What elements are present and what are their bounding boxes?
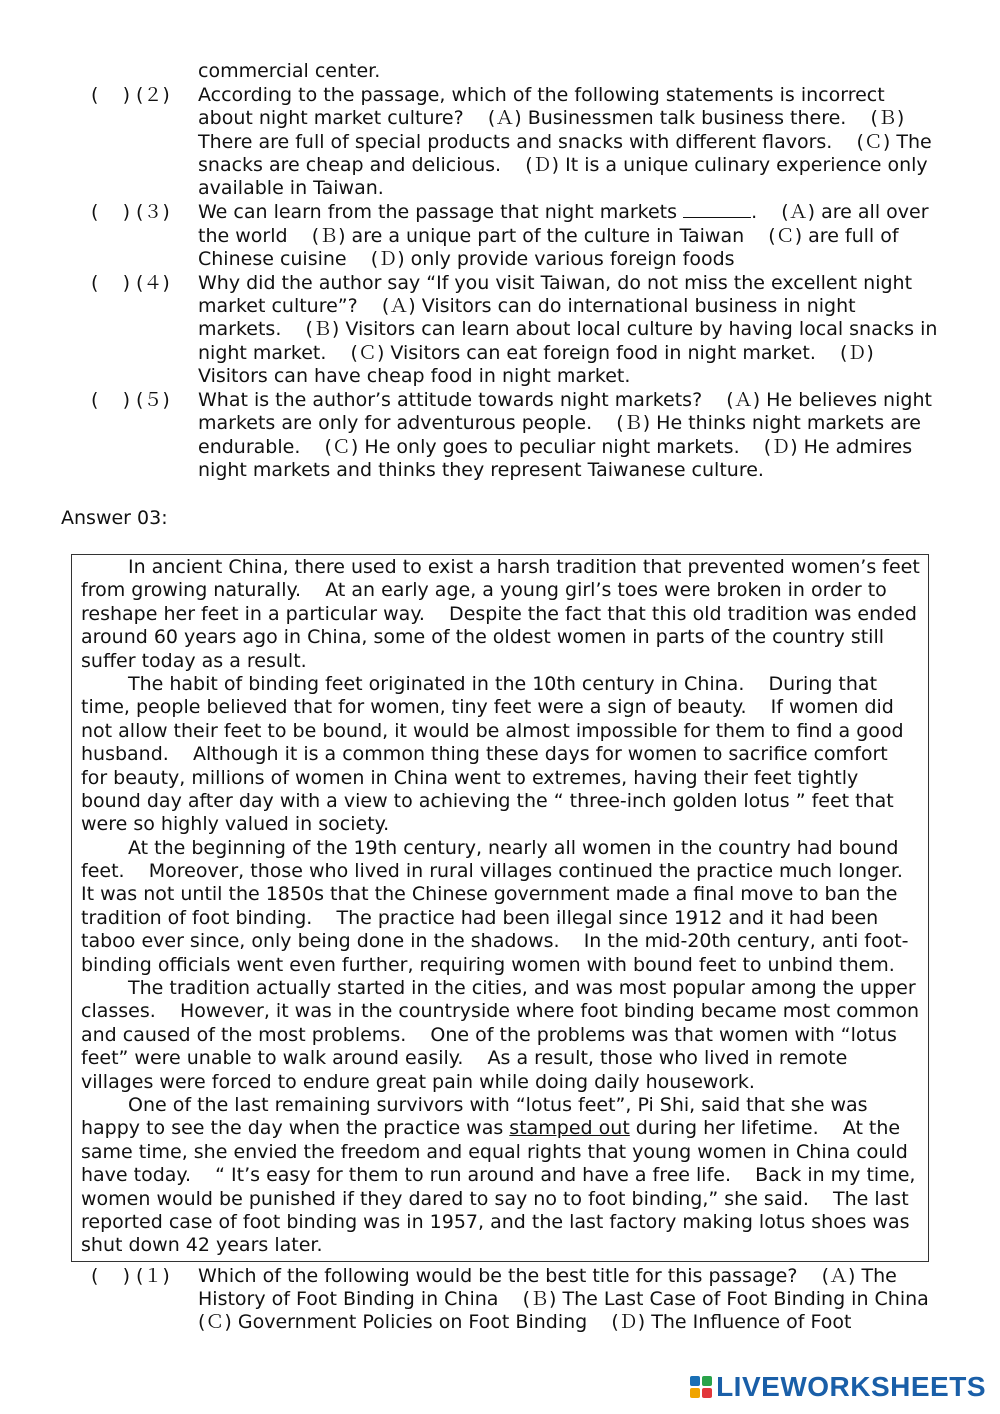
question-4-line: Why did the author say “If you visit Taiwan, do not miss the excellent night <box>198 272 913 294</box>
underlined-phrase: stamped out <box>509 1117 630 1140</box>
passage-line: shut down 42 years later. <box>81 1234 323 1257</box>
question-1-answer-slot[interactable]: ( ) (１) <box>91 1265 176 1287</box>
question-5-line: What is the author’s attitude towards night markets? (Ａ) He believes night <box>198 389 932 411</box>
passage-text <box>81 556 926 1258</box>
passage-line: were so highly valued in society. <box>81 813 390 836</box>
passage-line: feet” were unable to walk around easily. As a result, those who lived in remote <box>81 1047 848 1070</box>
question-3-answer-slot[interactable]: ( ) (３) <box>91 201 176 223</box>
logo-square <box>702 1376 712 1386</box>
passage-line: reported case of foot binding was in 1957, and the last factory making lotus shoes was <box>81 1210 910 1233</box>
question-4-line: Visitors can have cheap food in night market. <box>198 365 631 387</box>
passage-line: The habit of binding feet originated in the 10th century in China. During that <box>128 672 878 695</box>
passage-line: feet. Moreover, those who lived in rural villages continued the practice much longer. <box>81 860 903 883</box>
question-3-text-b: . (Ａ) are all over <box>751 201 929 223</box>
passage-line: tradition of foot binding. The practice had been illegal since 1912 and it had been <box>81 906 879 929</box>
question-4-line: market culture”? (Ａ) Visitors can do international business in night <box>198 295 856 317</box>
passage-line: villages were forced to endure great pain while doing daily housework. <box>81 1070 755 1093</box>
passage-line: One of the last remaining survivors with “lotus feet”, Pi Shi, said that she was <box>128 1093 868 1116</box>
passage-line: and caused of the most problems. One of the problems was that women with “lotus <box>81 1023 897 1046</box>
passage-text-segment: happy to see the day when the practice was <box>81 1117 510 1140</box>
passage-line: husband. Although it is a common thing these days for women to sacrifice comfort <box>81 743 888 766</box>
question-5-line: endurable. (Ｃ) He only goes to peculiar night markets. (Ｄ) He admires <box>198 436 913 458</box>
question-3-line: Chinese cuisine (Ｄ) only provide various foreign foods <box>198 248 735 270</box>
question-1-line: History of Foot Binding in China (Ｂ) The Last Case of Foot Binding in China <box>198 1288 929 1310</box>
passage-line: reshape her feet in a particular way. Despite the fact that this old tradition was ended <box>81 602 917 625</box>
passage-line: It was not until the 1850s that the Chinese government made a final move to ban the <box>81 883 898 906</box>
question-3-line: the world (Ｂ) are a unique part of the culture in Taiwan (Ｃ) are full of <box>198 225 899 247</box>
logo-icon <box>690 1376 712 1398</box>
passage-line: around 60 years ago in China, some of the oldest women in parts of the country still <box>81 626 885 649</box>
question-3-text-a: We can learn from the passage that night markets <box>198 201 684 223</box>
question-2-answer-slot[interactable]: ( ) (２) <box>91 84 176 106</box>
passage-line: At the beginning of the 19th century, nearly all women in the country had bound <box>128 836 899 859</box>
passage-line: time, people believed that for women, tiny feet were a sign of beauty. If women did <box>81 696 894 719</box>
passage-text-segment: during her lifetime. At the <box>629 1117 901 1140</box>
passage-line: classes. However, it was in the countryside where foot binding became most common <box>81 1000 920 1023</box>
question-1-line: Which of the following would be the best title for this passage? (Ａ) The <box>198 1265 897 1287</box>
logo-square <box>690 1388 700 1398</box>
question-2-line: snacks are cheap and delicious. (Ｄ) It is a unique culinary experience only <box>198 154 928 176</box>
passage-line: women would be punished if they dared to say no to foot binding,” she said. The last <box>81 1187 909 1210</box>
fill-blank[interactable] <box>683 201 751 218</box>
question-2-line: available in Taiwan. <box>198 177 384 199</box>
passage-line: In ancient China, there used to exist a harsh tradition that prevented women’s feet <box>128 556 920 578</box>
question-4-line: markets. (Ｂ) Visitors can learn about local culture by having local snacks in <box>198 318 938 340</box>
passage-line: bound day after day with a view to achieving the “ three-inch golden lotus ” feet that <box>81 789 894 812</box>
passage-line: The tradition actually started in the cities, and was most popular among the upper <box>128 977 916 1000</box>
passage-line: for beauty, millions of women in China went to extremes, having their feet tightly <box>81 766 859 789</box>
question-5-answer-slot[interactable]: ( ) (５) <box>91 389 176 411</box>
logo-square <box>702 1388 712 1398</box>
passage-line: suffer today as a result. <box>81 649 307 672</box>
question-3-line <box>198 201 929 224</box>
question-5-line: markets are only for adventurous people. (Ｂ) He thinks night markets are <box>198 412 921 434</box>
question-2-line: about night market culture? (Ａ) Businessmen talk business there. (Ｂ) <box>198 107 905 129</box>
question-1-line: (Ｃ) Government Policies on Foot Binding (Ｄ) The Influence of Foot <box>198 1311 852 1333</box>
question-4-answer-slot[interactable]: ( ) (４) <box>91 272 176 294</box>
question-4-line: night market. (Ｃ) Visitors can eat foreign food in night market. (Ｄ) <box>198 342 874 364</box>
passage-line: not allow their feet to be bound, it would be almost impossible for them to find a good <box>81 719 904 742</box>
passage-line: from growing naturally. At an early age, a young girl’s toes were broken in order to <box>81 579 887 602</box>
answer-label: Answer 03: <box>61 507 168 529</box>
logo-square <box>690 1376 700 1386</box>
passage-line: have today. “ It’s easy for them to run around and have a free life. Back in my time, <box>81 1164 916 1187</box>
liveworksheets-logo <box>690 1372 986 1402</box>
passage-line <box>81 1117 926 1140</box>
question-5-line: night markets and thinks they represent Taiwanese culture. <box>198 459 764 481</box>
question-2-line: According to the passage, which of the following statements is incorrect <box>198 84 885 106</box>
question-2-line: There are full of special products and snacks with different flavors. (Ｃ) The <box>198 131 932 153</box>
passage-line: same time, she envied the freedom and equal rights that young women in China could <box>81 1140 908 1163</box>
logo-text: LIVEWORKSHEETS <box>716 1371 986 1402</box>
question-continuation: commercial center. <box>198 60 381 82</box>
passage-line: binding officials went even further, requiring women with bound feet to unbind them. <box>81 953 895 976</box>
passage-line: taboo ever since, only being done in the shadows. In the mid-20th century, anti foot- <box>81 930 909 953</box>
